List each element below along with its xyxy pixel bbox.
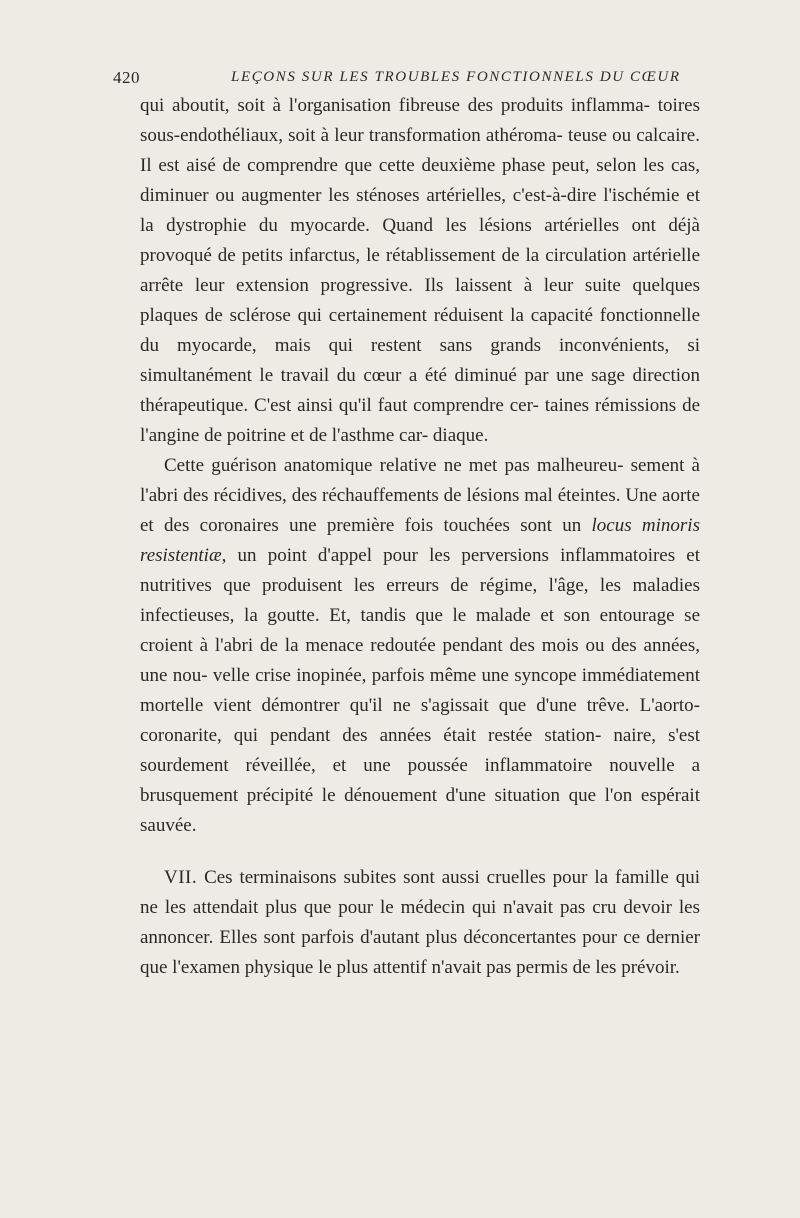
latin-emphasis: locus minoris resistentiæ bbox=[140, 515, 700, 566]
paragraph-2-after-emphasis: , un point d'appel pour les perversions inflammatoires et nutritives que produisent les erreurs de régime, l'âge, les maladies infectieuses, la goutte. Et, tandis que le malade et son entourage se croient à l'abri de la menace redoutée pendant des mois ou des années, une nou- velle crise inopinée, parfois même une syncope immédiatement mortelle vient démontrer qu'il ne s'agissait que d'une trêve. L'aorto-coronarite, qui pendant des années était restée station- naire, s'est sourdement réveillée, et une poussée inflammatoire nouvelle a brusquement précipité le dénouement d'une situation que l'on espérait sauvée. bbox=[140, 545, 700, 836]
running-title: LEÇONS SUR LES TROUBLES FONCTIONNELS DU CŒUR bbox=[231, 69, 681, 85]
paragraph-continuation bbox=[140, 91, 700, 451]
section-number: VII. bbox=[164, 867, 198, 888]
body-text bbox=[140, 91, 700, 983]
paragraph-1-text: qui aboutit, soit à l'organisation fibreuse des produits inflamma- toires sous-endothéliaux, soit à leur transformation athéroma- teuse ou calcaire. Il est aisé de comprendre que cette deuxième phase peut, selon les cas, diminuer ou augmenter les sténoses artérielles, c'est-à-dire l'ischémie et la dystrophie du myocarde. Quand les lésions artérielles ont déjà provoqué de petits infarctus, le rétablissement de la circulation artérielle arrête leur extension progressive. Ils laissent à leur suite quelques plaques de sclérose qui certainement réduisent la capacité fonctionnelle du myocarde, mais qui restent sans grands inconvénients, si simultanément le travail du cœur a été diminué par une sage direction thérapeutique. C'est ainsi qu'il faut comprendre cer- taines rémissions de l'angine de poitrine et de l'asthme car- diaque. bbox=[140, 95, 700, 446]
page-header bbox=[113, 68, 713, 90]
paragraph-3-text: Ces terminaisons subites sont aussi cruelles pour la famille qui ne les attendait plus que pour le médecin qui n'avait pas cru devoir les annoncer. Elles sont parfois d'autant plus déconcertantes pour ce dernier que l'examen physique le plus attentif n'avait pas permis de les prévoir. bbox=[140, 867, 700, 978]
section-vii-paragraph bbox=[140, 863, 700, 983]
page-number: 420 bbox=[113, 68, 140, 87]
paragraph-2-before-emphasis: Cette guérison anatomique relative ne met pas malheureu- sement à l'abri des récidives, des réchauffements de lésions mal éteintes. Une aorte et des coronaires une première fois touchées sont un bbox=[140, 455, 700, 536]
paragraph-anatomic-healing bbox=[140, 451, 700, 841]
